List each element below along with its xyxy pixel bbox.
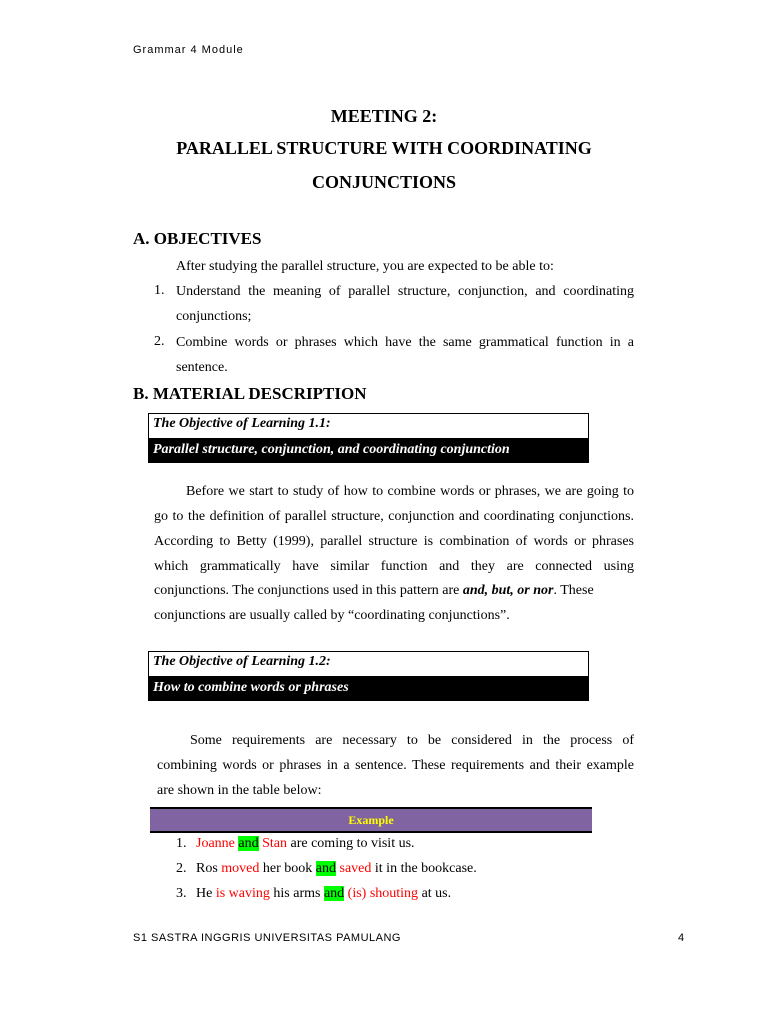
learning-objective-box <box>148 651 589 701</box>
objective-text: Understand the meaning of parallel structure, conjunction, and coordinating <box>176 284 634 299</box>
highlighted-word: Joanne <box>196 836 235 851</box>
highlighted-word: saved <box>339 861 372 876</box>
text-span: . These <box>553 583 594 598</box>
conjunction-highlight: and <box>323 886 345 901</box>
paragraph-line: conjunctions are usually called by “coordinating conjunctions”. <box>154 608 510 623</box>
learning-objective-box <box>148 413 589 463</box>
learning-objective-title: The Objective of Learning 1.1: <box>153 416 331 431</box>
learning-objective-title: The Objective of Learning 1.2: <box>153 654 331 669</box>
objective-text-cont: sentence. <box>176 360 228 375</box>
topic-title-line2: CONJUNCTIONS <box>311 172 457 192</box>
text-span: his arms <box>269 886 324 901</box>
highlighted-word: is waving <box>215 886 270 901</box>
highlighted-word: (is) shouting <box>347 886 419 901</box>
paragraph-line: According to Betty (1999), parallel structure is combination of words or phrases <box>154 534 634 549</box>
paragraph-line-conjunctions <box>154 582 634 600</box>
running-footer: S1 SASTRA INGGRIS UNIVERSITAS PAMULANG <box>133 932 401 944</box>
paragraph-line: are shown in the table below: <box>157 783 322 798</box>
meeting-title: MEETING 2: <box>330 106 438 126</box>
objectives-intro: After studying the parallel structure, you are expected to be able to: <box>176 259 554 274</box>
example-table-header: Example <box>150 807 592 833</box>
objective-text: Combine words or phrases which have the same grammatical function in a <box>176 335 634 350</box>
text-span: He <box>196 886 216 901</box>
example-sentence <box>196 861 477 877</box>
example-sentence <box>196 886 451 902</box>
learning-objective-subtitle: How to combine words or phrases <box>149 676 588 700</box>
objectives-heading: A. OBJECTIVES <box>133 229 262 248</box>
example-sentence <box>196 836 415 852</box>
highlighted-word: Stan <box>262 836 287 851</box>
paragraph-line: Before we start to study of how to combine words or phrases, we are going to <box>186 484 634 499</box>
paragraph-line: Some requirements are necessary to be considered in the process of <box>190 733 634 748</box>
conjunction-highlight: and <box>315 861 337 876</box>
material-heading: B. MATERIAL DESCRIPTION <box>133 384 367 403</box>
text-span: are coming to visit us. <box>287 836 415 851</box>
text-span: conjunctions. The conjunctions used in this pattern are <box>154 583 463 598</box>
text-span: Ros <box>196 861 222 876</box>
emphasized-conjunctions: and, but, or nor <box>462 583 554 598</box>
paragraph-line: go to the definition of parallel structure, conjunction and coordinating conjunctions. <box>154 509 634 524</box>
page-number: 4 <box>678 932 685 944</box>
example-number: 2. <box>176 861 187 876</box>
conjunction-highlight: and <box>238 836 259 851</box>
topic-title-line1: PARALLEL STRUCTURE WITH COORDINATING <box>176 138 592 158</box>
objective-number: 1. <box>154 283 165 298</box>
objective-text-cont: conjunctions; <box>176 309 252 324</box>
learning-objective-subtitle: Parallel structure, conjunction, and coordinating conjunction <box>149 438 588 462</box>
objective-number: 2. <box>154 334 165 349</box>
paragraph-line: which grammatically have similar function and they are connected using <box>154 559 634 574</box>
text-span: it in the bookcase. <box>371 861 477 876</box>
text-span: at us. <box>418 886 452 901</box>
example-number: 3. <box>176 886 187 901</box>
paragraph-line: combining words or phrases in a sentence. These requirements and their example <box>157 758 634 773</box>
highlighted-word: moved <box>221 861 260 876</box>
running-header: Grammar 4 Module <box>133 44 244 56</box>
example-number: 1. <box>176 836 187 851</box>
text-span: her book <box>259 861 316 876</box>
